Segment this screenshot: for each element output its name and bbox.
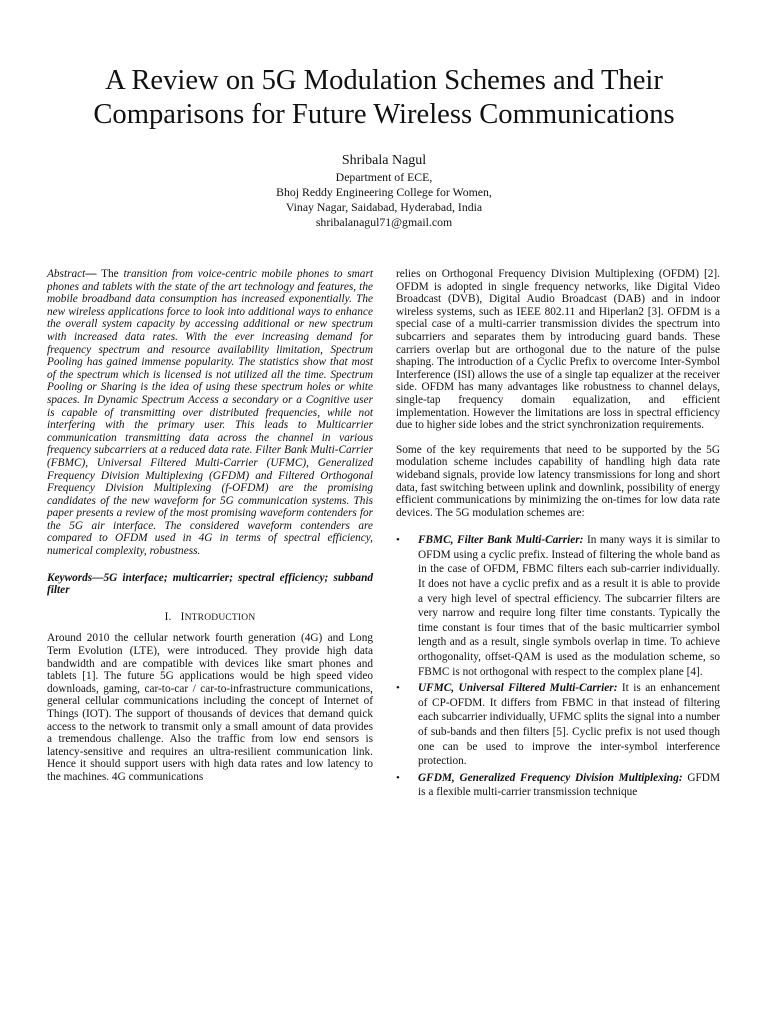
- section-numeral: I.: [164, 610, 172, 623]
- bullet-icon: •: [396, 771, 400, 784]
- ufmc-title: UFMC, Universal Filtered Multi-Carrier:: [418, 682, 618, 695]
- bullet-icon: •: [396, 682, 400, 695]
- abstract-label: Abstract: [47, 268, 86, 280]
- keywords: Keywords—5G interface; multicarrier; spectral efficiency; subband filter: [47, 571, 373, 597]
- abstract-first-word: The: [96, 268, 119, 280]
- right-column: [396, 268, 720, 802]
- affiliation-email: shribalanagul71@gmail.com: [315, 215, 453, 229]
- gfdm-title: GFDM, Generalized Frequency Division Multiplexing:: [418, 771, 683, 784]
- gfdm-text: GFDM is a flexible multi-carrier transmission technique: [418, 771, 720, 799]
- affiliation-address: Vinay Nagar, Saidabad, Hyderabad, India: [285, 200, 483, 214]
- abstract-dash: —: [85, 268, 97, 280]
- list-item-fbmc: [396, 533, 720, 679]
- introduction-paragraph: Around 2010 the cellular network fourth generation (4G) and Long Term Evolution (LTE), were introduced. They provide high data bandwidth and are compatible with devices like smart phones and tablets [1]. The future 5G applications would be high speed video downloads, gaming, car-to-car / car-to-infrastructure communications, general cellular communications including the concept of Internet of Things (IOT). The support of thousands of devices that demand quick access to the network to transmit only a small amount of data provides a tremendous challenge. Also the traffic from low end sensors is latency-sensitive and requires an ultra-resilient communication link. Hence it should support users with high data rates and low latency to the machines. 4G communications: [47, 632, 373, 783]
- section-title-initial: I: [180, 610, 185, 623]
- requirements-paragraph: Some of the key requirements that need to be supported by the 5G modulation scheme includes capability of handling high data rate wideband signals, provide low latency transmissions for long and short data, fast switching between uplink and downlink, possibility of energy efficient communications by minimizing the on-times for low data rate devices. The 5G modulation schemes are:: [396, 443, 720, 519]
- modulation-schemes-list: [396, 533, 720, 800]
- abstract-body: transition from voice-centric mobile phones to smart phones and tablets with the state of the art technology and features, the mobile broadband data consumption has increased exponentially. The new wireless applications force to look into additional ways to enhance the overall system capacity by accessing additional or new spectrum with increased data rates. With the ever increasing demand for frequency spectrum and resource availability limitation, Spectrum Pooling has gained immense popularity. The statistics show that most of the spectrum which is licensed is not utilized all the time. Spectrum Pooling or Sharing is the idea of using these spectrum holes or white spaces. In Dynamic Spectrum Access a secondary or a Cognitive user is capable of transmitting over distributed frequencies, while not interfering with the primary user. This leads to Multicarrier communication transmitting data across the channel in various frequency subcarriers at a reduced data rate. Filter Bank Multi-Carrier (FBMC), Universal Filtered Multi-Carrier (UFMC), Generalized Frequency Division Multiplexing (GFDM) and Filtered Orthogonal Frequency Division Multiplexing (f-OFDM) are the promising candidates of the new waveform for 5G communication systems. This paper presents a review of the most promising waveform contenders for the 5G air interface. The considered waveform contenders are compared to OFDM used in 4G in terms of spectral efficiency, numerical complexity, robustness.: [47, 268, 373, 558]
- affiliation-college: Bhoj Reddy Engineering College for Women,: [276, 185, 492, 199]
- section-heading-introduction: [47, 611, 373, 625]
- ofdm-paragraph: relies on Orthogonal Frequency Division Multiplexing (OFDM) [2]. OFDM is adopted in single frequency networks, like Digital Video Broadcast (DVB), Digital Audio Broadcast (DAB) and in indoor wireless systems, such as IEEE 802.11 and Hiperlan2 [3]. OFDM is a special case of a multi-carrier transmission divides the spectrum into subcarriers and separates them by introducing guard bands. These carriers overlap but are orthogonal due to the nature of the pulse shaping. The introduction of a Cyclic Prefix to overcome Inter-Symbol Interference (ISI) allows the use of a single tap equalizer at the receiver side. OFDM has many advantages like robustness to channel delays, single-tap frequency domain equalization, and efficient implementation. However the limitations are loss in spectral efficiency due to higher side lobes and the strict synchronization requirements.: [396, 268, 720, 432]
- fbmc-text: In many ways it is similar to OFDM using a cyclic prefix. Instead of filtering the whole band as in the case of OFDM, FBMC filters each sub-carrier individually. It does not have a cyclic prefix and as a result it is able to provide a very high level of spectral efficiency. The subcarrier filters are very narrow and require long filter time constants. Typically the time constant is four times that of the basic multicarrier symbol length and as a result, single symbols overlap in time. To achieve orthogonality, offset-QAM is used as the modulation scheme, so FBMC is not orthogonal with respect to the complex plane [4].: [418, 534, 720, 678]
- abstract: [47, 268, 373, 558]
- section-title-rest: NTRODUCTION: [184, 612, 256, 623]
- affiliation-department: Department of ECE,: [335, 170, 433, 184]
- bullet-icon: •: [396, 534, 400, 547]
- list-item-gfdm: [396, 771, 720, 800]
- ufmc-text: It is an enhancement of CP-OFDM. It differs from FBMC in that instead of filtering each subcarrier individually, UFMC splits the signal into a number of sub-bands and then filters [5]. Cyclic prefix is not used though one can be used to improve the inter-symbol interference protection.: [418, 682, 720, 768]
- list-item-ufmc: [396, 681, 720, 769]
- author-affiliation: [0, 170, 768, 230]
- author-name: Shribala Nagul: [341, 153, 427, 168]
- left-column: [47, 268, 373, 784]
- fbmc-title: FBMC, Filter Bank Multi-Carrier:: [418, 534, 584, 547]
- paper-title: A Review on 5G Modulation Schemes and Their Comparisons for Future Wireless Communications: [93, 65, 675, 130]
